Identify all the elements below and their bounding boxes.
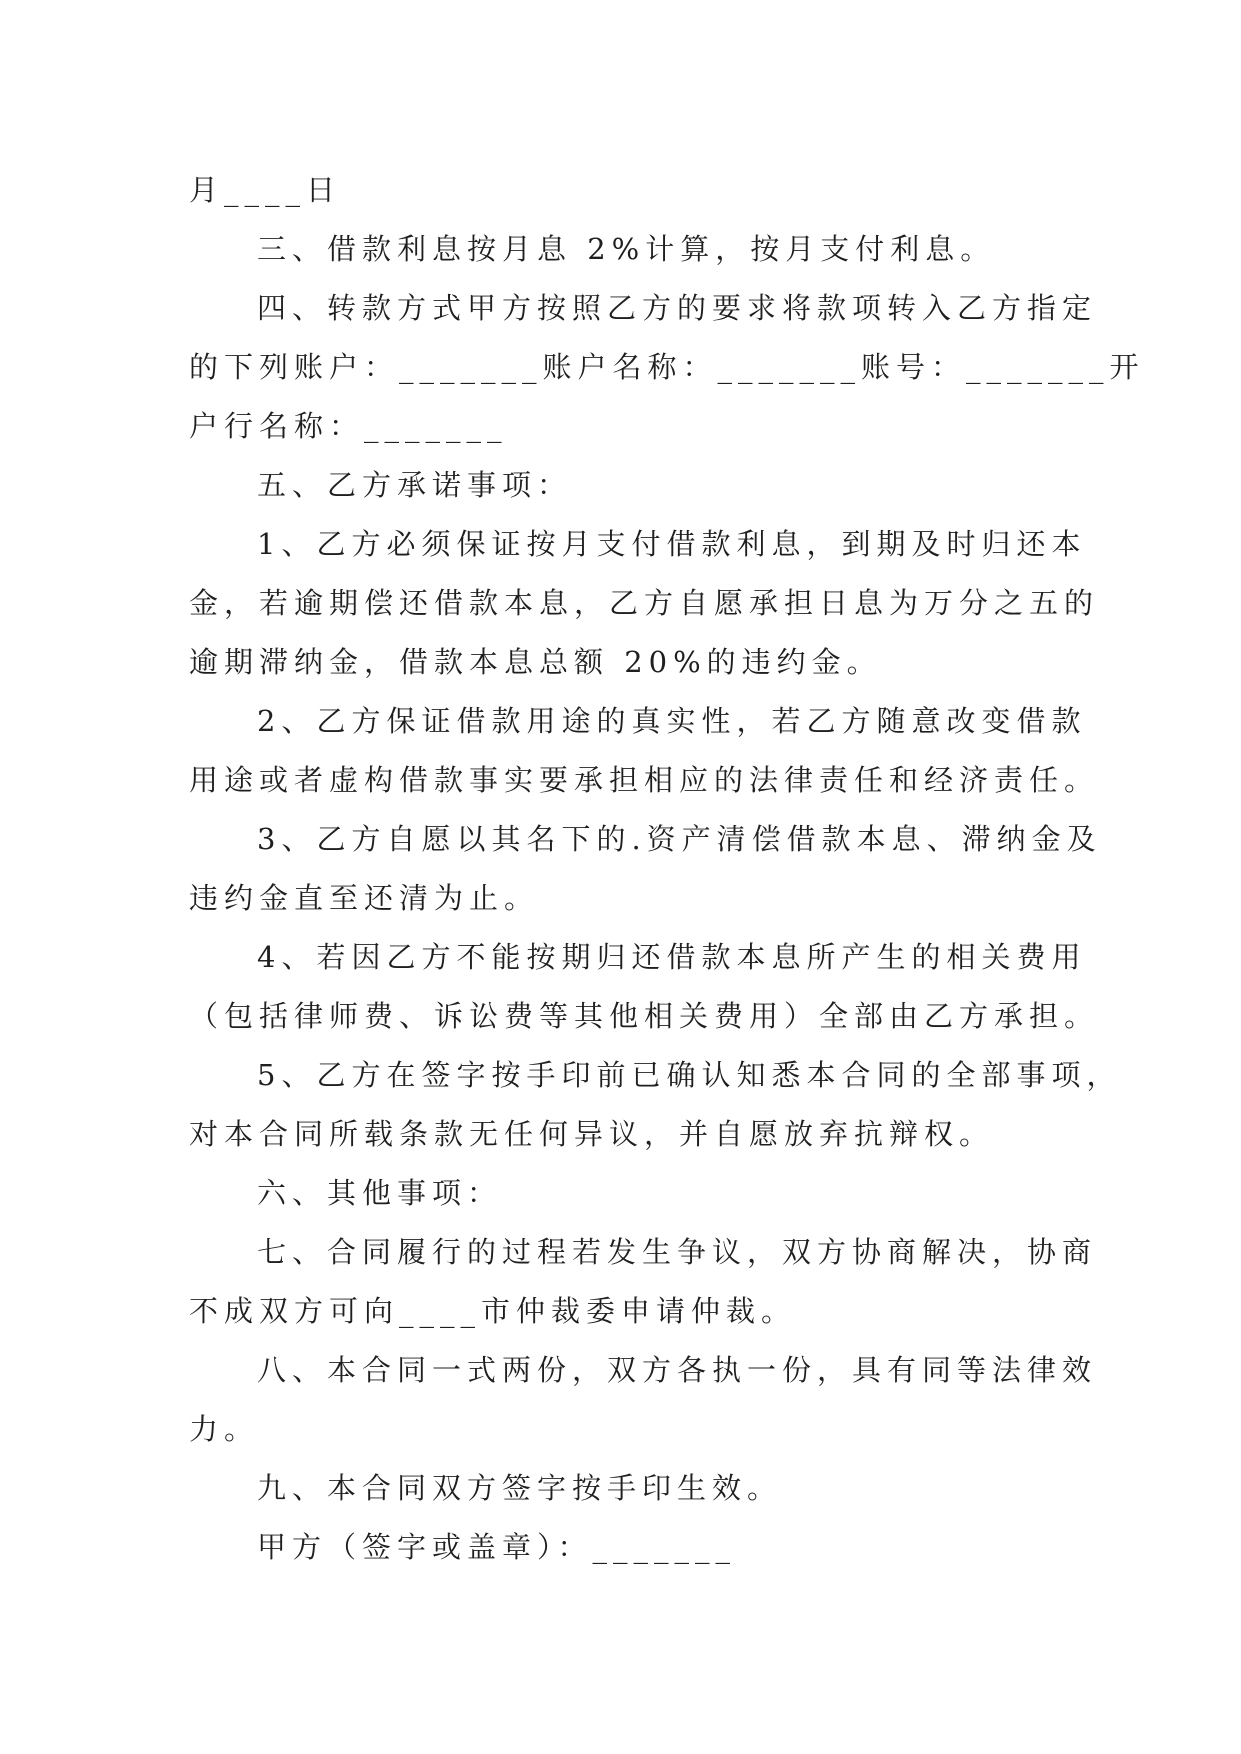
item-3-line-2: 违约金直至还清为止。	[189, 881, 540, 915]
item-2-line-1: 2、乙方保证借款用途的真实性，若乙方随意改变借款	[257, 704, 1087, 738]
party-a-signature: 甲方（签字或盖章）：_______	[257, 1530, 737, 1564]
clause-3-interest: 三、借款利息按月息 2%计算，按月支付利息。	[257, 232, 996, 266]
item-5-line-1: 5、乙方在签字按手印前已确认知悉本合同的全部事项，	[257, 1058, 1122, 1092]
clause-8-line-1: 八、本合同一式两份，双方各执一份，具有同等法律效	[257, 1353, 1098, 1387]
item-1-line-1: 1、乙方必须保证按月支付借款利息，到期及时归还本	[257, 527, 1087, 561]
clause-6-heading: 六、其他事项：	[257, 1176, 503, 1210]
text-line-date-tail: 月____日	[189, 173, 342, 207]
item-1-line-3: 逾期滞纳金，借款本息总额 20%的违约金。	[189, 645, 882, 679]
contract-body	[189, 161, 1145, 1577]
item-2-line-2: 用途或者虚构借款事实要承担相应的法律责任和经济责任。	[189, 763, 1100, 797]
clause-8-line-2: 力。	[189, 1412, 260, 1446]
clause-4-transfer-line-2: 的下列账户：_______账户名称：_______账号：_______开	[189, 350, 1145, 384]
item-1-line-2: 金，若逾期偿还借款本息，乙方自愿承担日息为万分之五的	[189, 586, 1100, 620]
clause-9: 九、本合同双方签字按手印生效。	[257, 1471, 783, 1505]
clause-7-line-1: 七、合同履行的过程若发生争议，双方协商解决，协商	[257, 1235, 1098, 1269]
clause-7-line-2: 不成双方可向____市仲裁委申请仲裁。	[189, 1294, 797, 1328]
clause-4-transfer-line-1: 四、转款方式甲方按照乙方的要求将款项转入乙方指定	[257, 291, 1098, 325]
item-4-line-2: （包括律师费、诉讼费等其他相关费用）全部由乙方承担。	[189, 999, 1100, 1033]
item-5-line-2: 对本合同所载条款无任何异议，并自愿放弃抗辩权。	[189, 1117, 995, 1151]
item-3-line-1: 3、乙方自愿以其名下的.资产清偿借款本息、滞纳金及	[257, 822, 1102, 856]
item-4-line-1: 4、若因乙方不能按期归还借款本息所产生的相关费用	[257, 940, 1087, 974]
clause-5-heading: 五、乙方承诺事项：	[257, 468, 573, 502]
clause-4-transfer-line-3: 户行名称：_______	[189, 409, 508, 443]
